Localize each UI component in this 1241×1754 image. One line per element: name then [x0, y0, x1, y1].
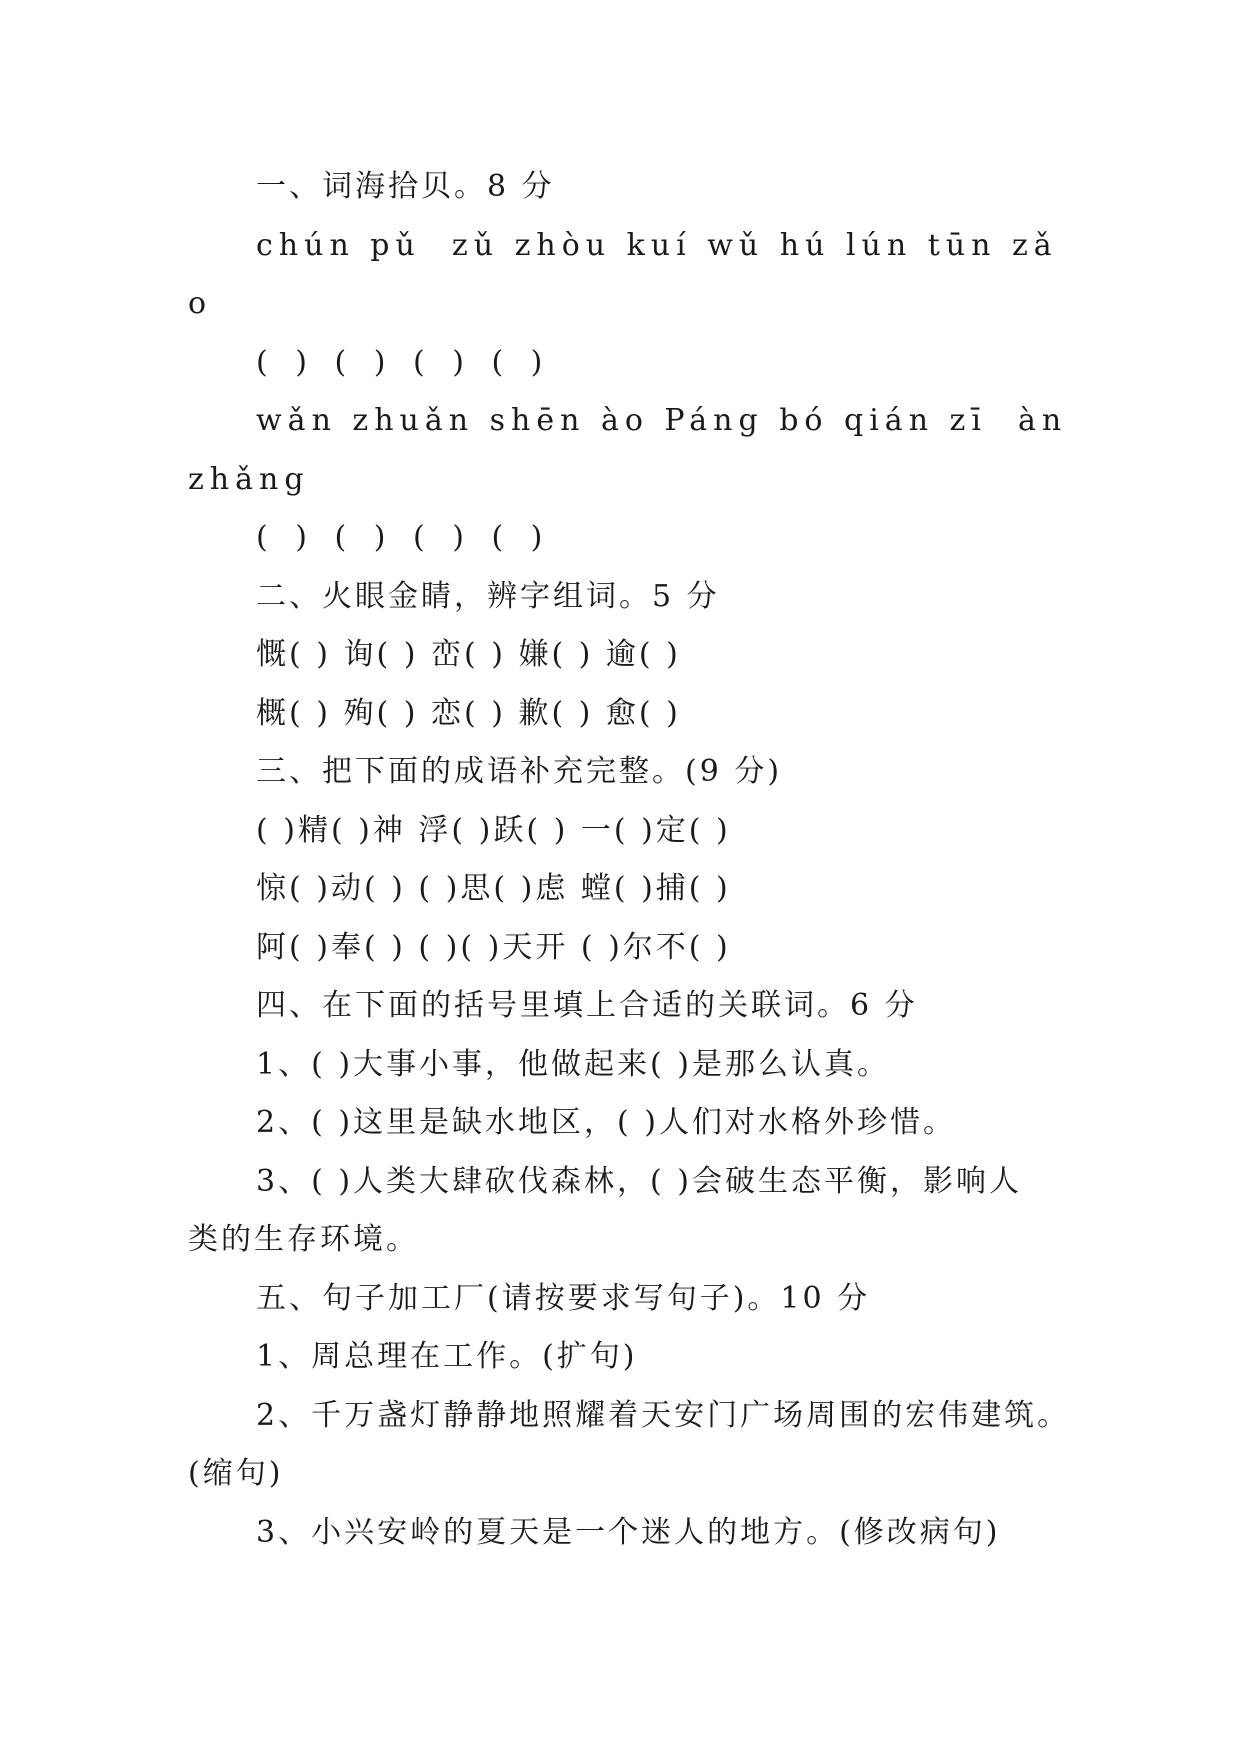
- question-5-1: 1、周总理在工作。(扩句): [256, 1339, 638, 1374]
- section-heading-2: 二、火眼金睛，辨字组词。5 分: [256, 578, 720, 614]
- idiom-row-3: 阿( )奉( ) ( )( )天开 ( )尔不( ): [256, 929, 731, 965]
- question-5-3: 3、小兴安岭的夏天是一个迷人的地方。(修改病句): [256, 1514, 1001, 1550]
- character-row-1: 慨( ) 询( ) 峦( ) 嫌( ) 逾( ): [256, 637, 681, 672]
- pinyin-line-2-continued: zhǎng: [188, 461, 310, 497]
- section-heading-1: 一、词海拾贝。8 分: [256, 169, 555, 204]
- pinyin-line-2: wǎn zhuǎn shēn ào Páng bó qián zī àn: [256, 403, 1068, 438]
- pinyin-line-1: chún pǔ zǔ zhòu kuí wǔ hú lún tūn zǎ: [256, 227, 1058, 263]
- question-4-3-continued: 类的生存环境。: [188, 1222, 419, 1257]
- question-4-2: 2、( )这里是缺水地区，( )人们对水格外珍惜。: [256, 1105, 956, 1140]
- section-heading-3: 三、把下面的成语补充完整。(9 分): [256, 754, 783, 789]
- pinyin-line-1-continued: o: [188, 286, 213, 321]
- question-4-1: 1、( )大事小事，他做起来( )是那么认真。: [256, 1046, 890, 1082]
- idiom-row-1: ( )精( )神 浮( )跃( ) 一( )定( ): [256, 812, 731, 848]
- character-row-2: 概( ) 殉( ) 恋( ) 歉( ) 愈( ): [256, 695, 681, 731]
- answer-blanks-2: ( ) ( ) ( ) ( ): [256, 520, 552, 555]
- idiom-row-2: 惊( )动( ) ( )思( )虑 螳( )捕( ): [256, 871, 731, 906]
- document-page: [188, 158, 1071, 1562]
- question-5-2: 2、千万盏灯静静地照耀着天安门广场周围的宏伟建筑。: [256, 1397, 1071, 1433]
- section-heading-5: 五、句子加工厂(请按要求写句子)。10 分: [256, 1280, 871, 1316]
- section-heading-4: 四、在下面的括号里填上合适的关联词。6 分: [256, 988, 918, 1023]
- question-5-2-continued: (缩句): [188, 1456, 284, 1491]
- question-4-3: 3、( )人类大肆砍伐森林，( )会破生态平衡，影响人: [256, 1163, 1022, 1199]
- answer-blanks-1: ( ) ( ) ( ) ( ): [256, 344, 552, 380]
